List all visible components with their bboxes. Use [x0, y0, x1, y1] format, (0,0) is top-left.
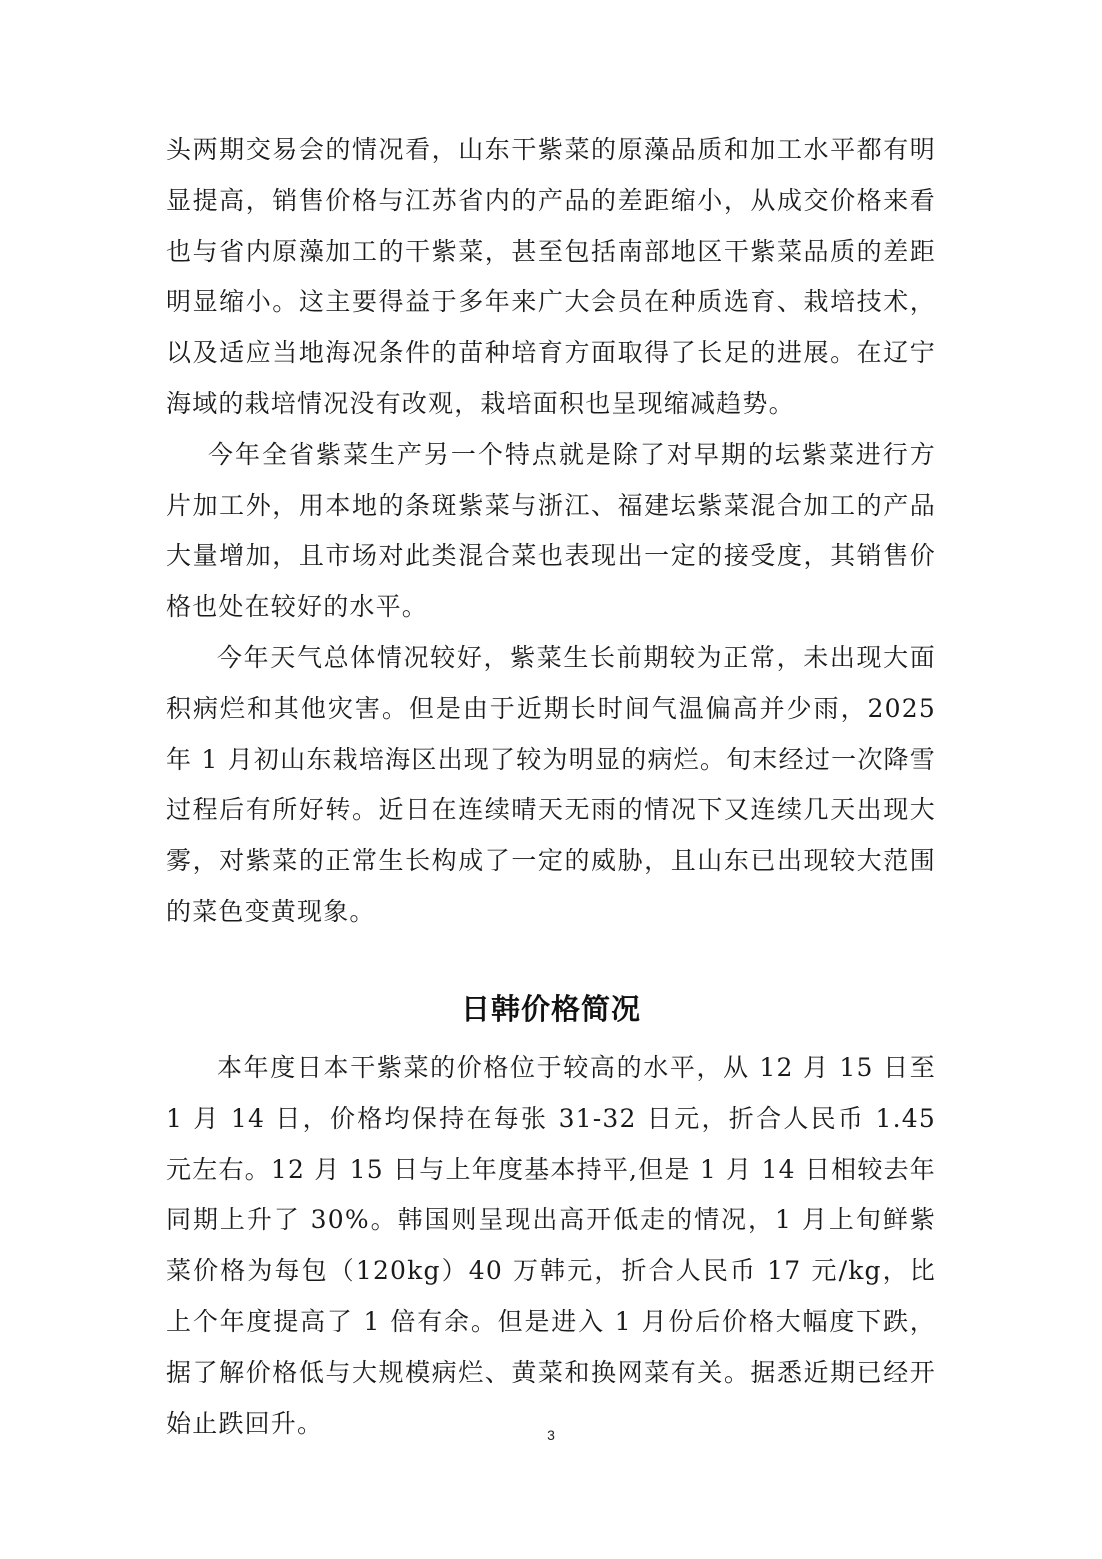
paragraph-japan-korea-prices: 本年度日本干紫菜的价格位于较高的水平，从 12 月 15 日至 1 月 14 日，价格均保持在每张 31-32 日元，折合人民币 1.45 元左右。12 月 15 日与上年度基本持平,但是 1 月 14 日相较去年同期上升了 30%。韩国则呈现出高开低走的情况，1 月上旬鲜紫菜价格为每包（120kg）40 万韩元，折合人民币 17 元/kg，比上个年度提高了 1 倍有余。但是进入 1 月份后价格大幅度下跌，据了解价格低与大规模病烂、黄菜和换网菜有关。据悉近期已经开始止跌回升。	[166, 1053, 936, 1438]
page-number: 3	[547, 1427, 555, 1443]
paragraph-weather: 今年天气总体情况较好，紫菜生长前期较为正常，未出现大面积病烂和其他灾害。但是由于近期长时间气温偏高并少雨，2025 年 1 月初山东栽培海区出现了较为明显的病烂。旬末经过一次降雪过程后有所好转。近日在连续晴天无雨的情况下又连续几天出现大雾，对紫菜的正常生长构成了一定的威胁，且山东已出现较大范围的菜色变黄现象。	[166, 642, 936, 926]
body-text-top	[166, 125, 936, 938]
body-text-section	[166, 1043, 936, 1449]
section-title: 日韩价格简况	[460, 992, 641, 1026]
paragraph-continued: 头两期交易会的情况看，山东干紫菜的原藻品质和加工水平都有明显提高，销售价格与江苏省内的产品的差距缩小，从成交价格来看也与省内原藻加工的干紫菜，甚至包括南部地区干紫菜品质的差距明显缩小。这主要得益于多年来广大会员在种质选育、栽培技术，以及适应当地海况条件的苗种培育方面取得了长足的进展。在辽宁海域的栽培情况没有改观，栽培面积也呈现缩减趋势。	[166, 135, 936, 418]
paragraph-mixed-processing: 今年全省紫菜生产另一个特点就是除了对早期的坛紫菜进行方片加工外，用本地的条斑紫菜与浙江、福建坛紫菜混合加工的产品大量增加，且市场对此类混合菜也表现出一定的接受度，其销售价格也处在较好的水平。	[166, 439, 936, 622]
